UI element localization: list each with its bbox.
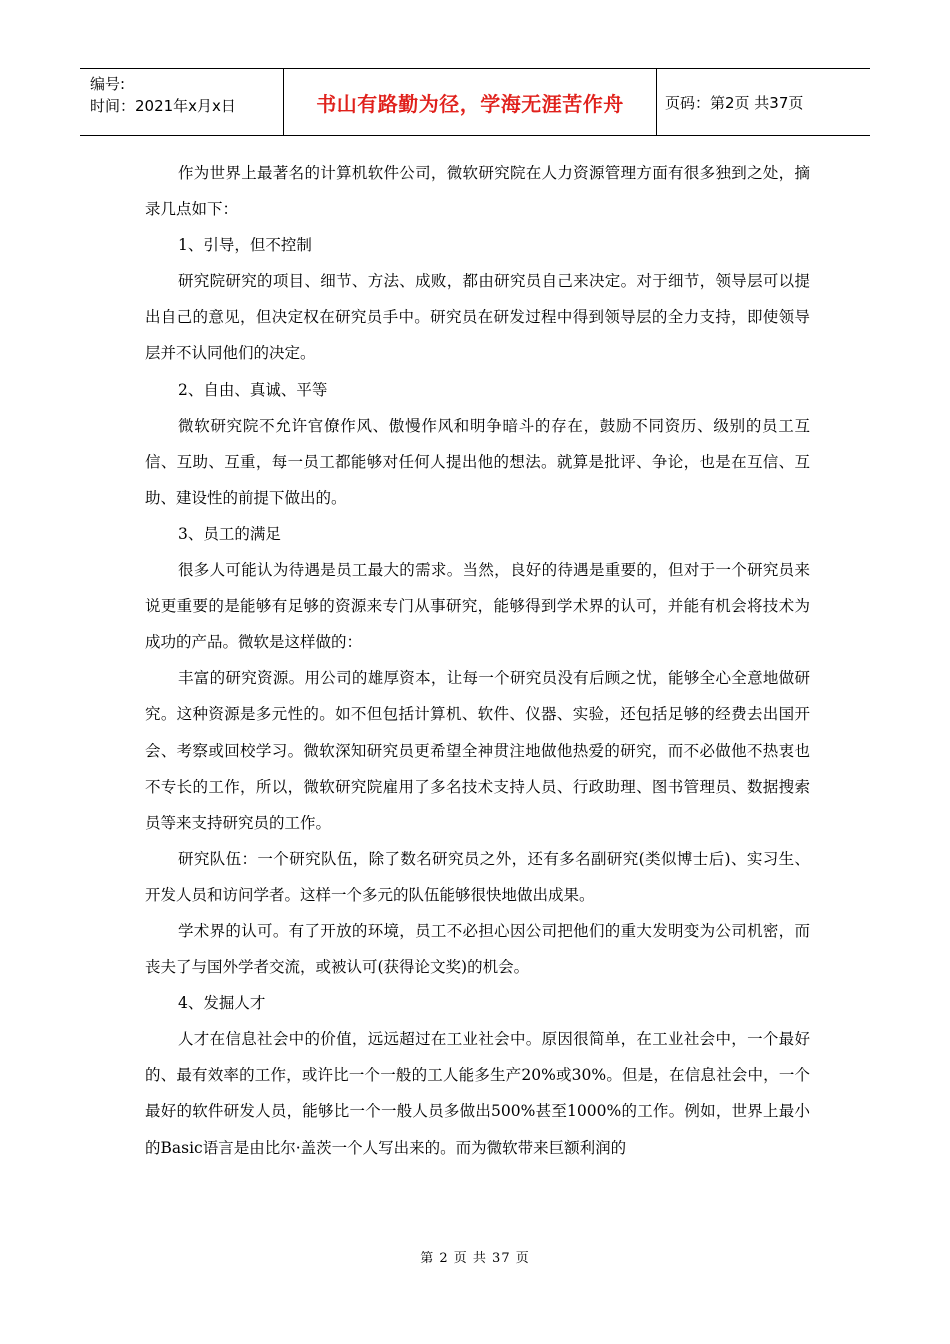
document-body: [145, 155, 810, 1166]
paragraph: 研究队伍：一个研究队伍，除了数名研究员之外，还有多名副研究(类似博士后)、实习生、开发人员和访问学者。这样一个多元的队伍能够很快地做出成果。: [145, 849, 810, 904]
page-footer: 第 2 页 共 37 页: [420, 1251, 530, 1266]
paragraph: 学术界的认可。有了开放的环境，员工不必担心因公司把他们的重大发明变为公司机密，而丧夫了与国外学者交流，或被认可(获得论文奖)的机会。: [145, 921, 810, 977]
page-header: [80, 68, 870, 136]
section-heading: 2、自由、真诚、平等: [178, 380, 328, 399]
paragraph: 很多人可能认为待遇是员工最大的需求。当然，良好的待遇是重要的，但对于一个研究员来说更重要的是能够有足够的资源来专门从事研究，能够得到学术界的认可，并能有机会将技术为成功的产品。微软是这样做的：: [145, 561, 810, 652]
header-motto-cell: [283, 69, 657, 135]
paragraph: 人才在信息社会中的价值，远远超过在工业社会中。原因很简单，在工业社会中，一个最好的、最有效率的工作，或许比一个一般的工人能多生产20%或30%。但是，在信息社会中，一个最好的软件研发人员，能够比一个一般人员多做出500%甚至1000%的工作。例如，世界上最小的Basic语言是由比尔·盖茨一个人写出来的。而为微软带来巨额利润的: [145, 1030, 810, 1157]
section-heading: 3、员工的满足: [178, 524, 281, 543]
motto-text: 书山有路勤为径，学海无涯苦作舟: [316, 91, 624, 116]
section-heading: 1、引导，但不控制: [178, 236, 312, 255]
page-info-text: 页码：第2页 共37页: [665, 93, 804, 112]
paragraph: 作为世界上最著名的计算机软件公司，微软研究院在人力资源管理方面有很多独到之处，摘录几点如下：: [145, 164, 810, 219]
paragraph: 微软研究院不允许官僚作风、傲慢作风和明争暗斗的存在，鼓励不同资历、级别的员工互信、互助、互重，每一员工都能够对任何人提出他的想法。就算是批评、争论，也是在互信、互助、建设性的前提下做出的。: [145, 416, 810, 507]
header-meta: [80, 69, 283, 135]
number-label: 编号:: [90, 75, 126, 93]
paragraph: 丰富的研究资源。用公司的雄厚资本，让每一个研究员没有后顾之忧，能够全心全意地做研究。这种资源是多元性的。如不但包括计算机、软件、仪器、实验，还包括足够的经费去出国开会、考察或回校学习。微软深知研究员更希望全神贯注地做他热爱的研究，而不必做他不热衷也不专长的工作，所以，微软研究院雇用了多名技术支持人员、行政助理、图书管理员、数据搜索员等来支持研究员的工作。: [145, 669, 810, 832]
section-heading: 4、发掘人才: [178, 994, 266, 1013]
date-label: 时间：2021年x月x日: [90, 97, 236, 115]
header-page-info: [657, 69, 870, 135]
paragraph: 研究院研究的项目、细节、方法、成败，都由研究员自己来决定。对于细节，领导层可以提出自己的意见，但决定权在研究员手中。研究员在研发过程中得到领导层的全力支持，即使领导层并不认同他们的决定。: [145, 272, 810, 363]
